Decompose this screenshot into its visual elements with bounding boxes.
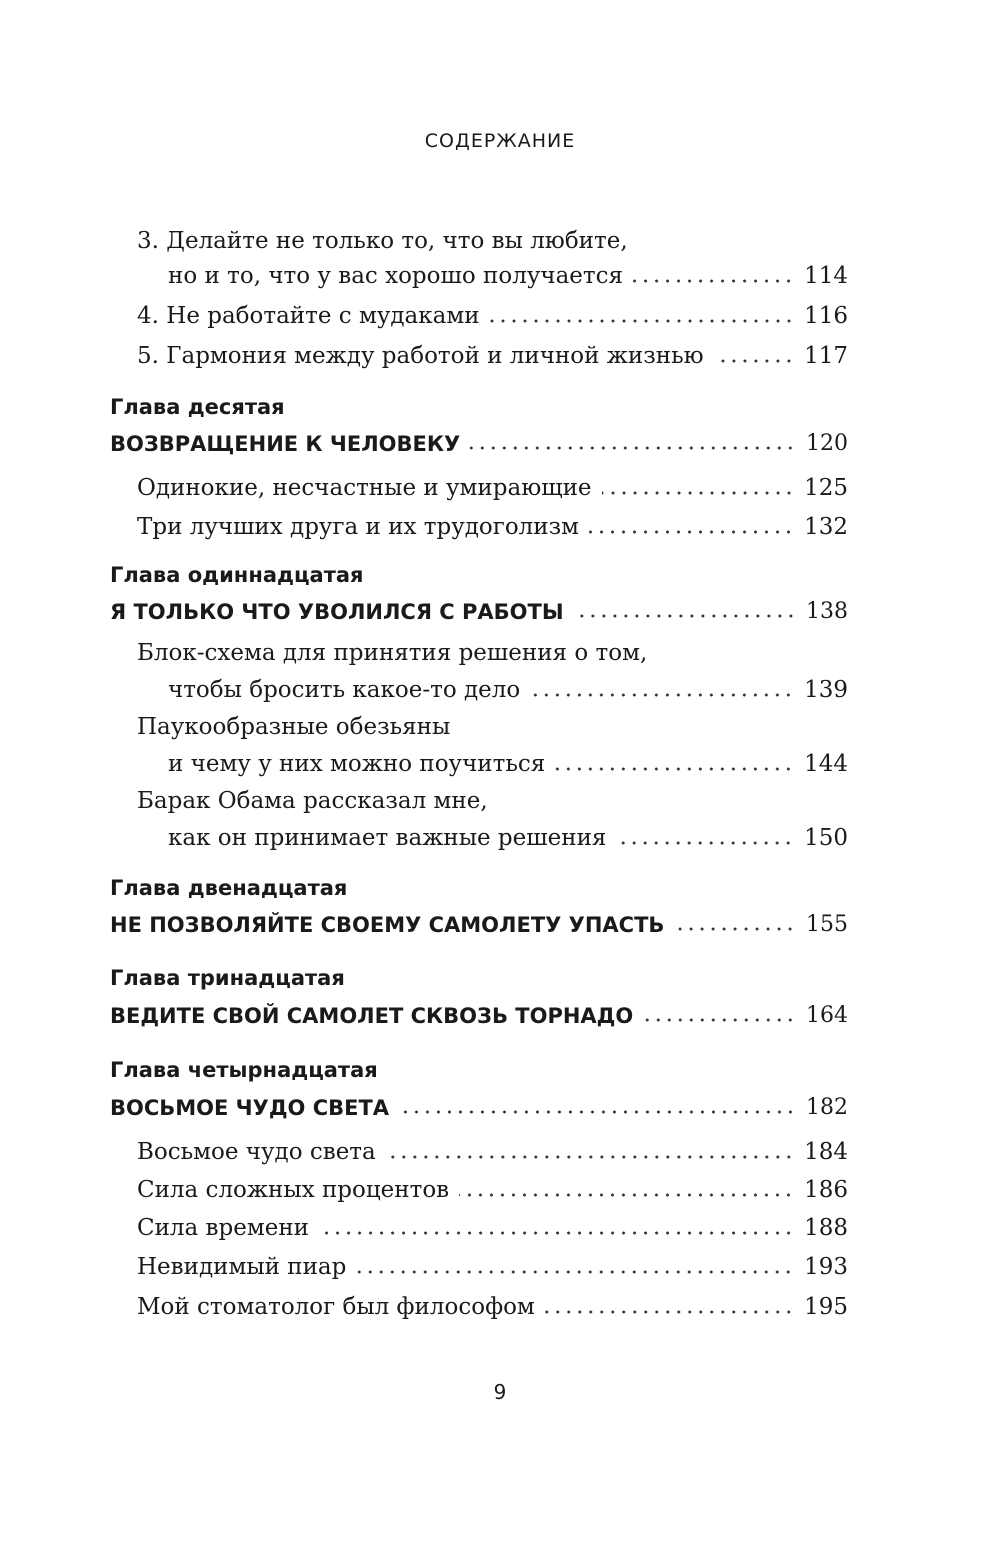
toc-entry-title: Сила сложных процентов <box>137 1177 450 1203</box>
toc-page-number: 116 <box>804 303 848 329</box>
toc-entry-title: 5. Гармония между работой и личной жизнью <box>137 343 704 369</box>
chapter-entry[interactable] <box>110 593 848 623</box>
toc-page-number: 150 <box>804 825 848 851</box>
dot-leader <box>555 767 794 771</box>
running-head: СОДЕРЖАНИЕ <box>424 130 576 152</box>
toc-page-number: 164 <box>806 1003 848 1028</box>
toc-entry[interactable] <box>137 1134 848 1164</box>
dot-leader <box>530 693 794 697</box>
dot-leader <box>490 319 795 323</box>
toc-page-number: 193 <box>804 1254 848 1280</box>
dot-leader <box>319 1231 794 1235</box>
chapter-entry[interactable] <box>110 906 848 936</box>
chapter-title: ВОСЬМОЕ ЧУДО СВЕТА <box>110 1096 390 1120</box>
toc-entry[interactable] <box>168 258 848 288</box>
dot-leader <box>633 279 794 283</box>
toc-entry-title: как он принимает важные решения <box>168 825 607 851</box>
toc-entry-title: но и то, что у вас хорошо получается <box>168 263 624 289</box>
chapter-label: Глава десятая <box>110 395 285 419</box>
toc-page-number: 139 <box>804 677 848 703</box>
dot-leader <box>674 927 796 931</box>
toc-entry-title: Одинокие, несчастные и умирающие <box>137 475 592 501</box>
dot-leader <box>386 1155 794 1159</box>
toc-page-number: 155 <box>806 912 848 937</box>
toc-entry-title: 4. Не работайте с мудаками <box>137 303 480 329</box>
chapter-title: ВЕДИТЕ СВОЙ САМОЛЕТ СКВОЗЬ ТОРНАДО <box>110 1004 634 1028</box>
dot-leader <box>602 491 795 495</box>
chapter-label: Глава четырнадцатая <box>110 1058 378 1082</box>
toc-entry[interactable] <box>137 298 848 328</box>
dot-leader <box>714 359 794 363</box>
chapter-label: Глава двенадцатая <box>110 876 348 900</box>
chapter-entry[interactable] <box>110 1089 848 1119</box>
toc-page-number: 144 <box>804 751 848 777</box>
toc-entry-title: Восьмое чудо света <box>137 1139 376 1165</box>
toc-entry[interactable] <box>137 1172 848 1202</box>
toc-entry[interactable] <box>137 1210 848 1240</box>
chapter-entry[interactable] <box>110 997 848 1027</box>
dot-leader <box>399 1110 796 1114</box>
dot-leader <box>545 1310 794 1314</box>
toc-page-number: 120 <box>806 431 848 456</box>
toc-entry[interactable] <box>168 746 848 776</box>
toc-entry[interactable] <box>168 672 848 702</box>
toc-page-number: 186 <box>804 1177 848 1203</box>
dot-leader <box>459 1193 794 1197</box>
dot-leader <box>589 530 794 534</box>
chapter-title: Я ТОЛЬКО ЧТО УВОЛИЛСЯ С РАБОТЫ <box>110 600 564 624</box>
toc-entry-line1: Блок-схема для принятия решения о том, <box>137 640 648 666</box>
toc-page-number: 138 <box>806 599 848 624</box>
toc-entry-line1: 3. Делайте не только то, что вы любите, <box>137 228 628 254</box>
toc-page-number: 117 <box>804 343 848 369</box>
toc-entry-title: Невидимый пиар <box>137 1254 347 1280</box>
chapter-label: Глава тринадцатая <box>110 966 345 990</box>
toc-entry[interactable] <box>137 1249 848 1279</box>
toc-entry[interactable] <box>137 470 848 500</box>
toc-page-number: 188 <box>804 1215 848 1241</box>
chapter-title: ВОЗВРАЩЕНИЕ К ЧЕЛОВЕКУ <box>110 432 461 456</box>
toc-entry-title: и чему у них можно поучиться <box>168 751 546 777</box>
toc-page-number: 184 <box>804 1139 848 1165</box>
chapter-label: Глава одиннадцатая <box>110 563 364 587</box>
toc-entry[interactable] <box>137 338 848 368</box>
toc-entry[interactable] <box>137 509 848 539</box>
dot-leader <box>356 1270 794 1274</box>
dot-leader <box>574 614 796 618</box>
toc-entry[interactable] <box>137 1289 848 1319</box>
toc-entry-line1: Барак Обама рассказал мне, <box>137 788 488 814</box>
toc-page-number: 182 <box>806 1095 848 1120</box>
toc-entry[interactable] <box>168 820 848 850</box>
toc-entry-title: Мой стоматолог был философом <box>137 1294 535 1320</box>
chapter-entry[interactable] <box>110 425 848 455</box>
page-number: 9 <box>493 1380 507 1404</box>
toc-page-number: 125 <box>804 475 848 501</box>
dot-leader <box>643 1018 796 1022</box>
toc-entry-line1: Паукообразные обезьяны <box>137 714 451 740</box>
toc-entry-title: чтобы бросить какое-то дело <box>168 677 521 703</box>
toc-page-number: 195 <box>804 1294 848 1320</box>
chapter-title: НЕ ПОЗВОЛЯЙТЕ СВОЕМУ САМОЛЕТУ УПАСТЬ <box>110 913 665 937</box>
dot-leader <box>616 841 794 845</box>
toc-page-number: 132 <box>804 514 848 540</box>
toc-entry-title: Сила времени <box>137 1215 310 1241</box>
toc-entry-title: Три лучших друга и их трудоголизм <box>137 514 580 540</box>
toc-page-number: 114 <box>804 263 848 289</box>
dot-leader <box>470 446 796 450</box>
